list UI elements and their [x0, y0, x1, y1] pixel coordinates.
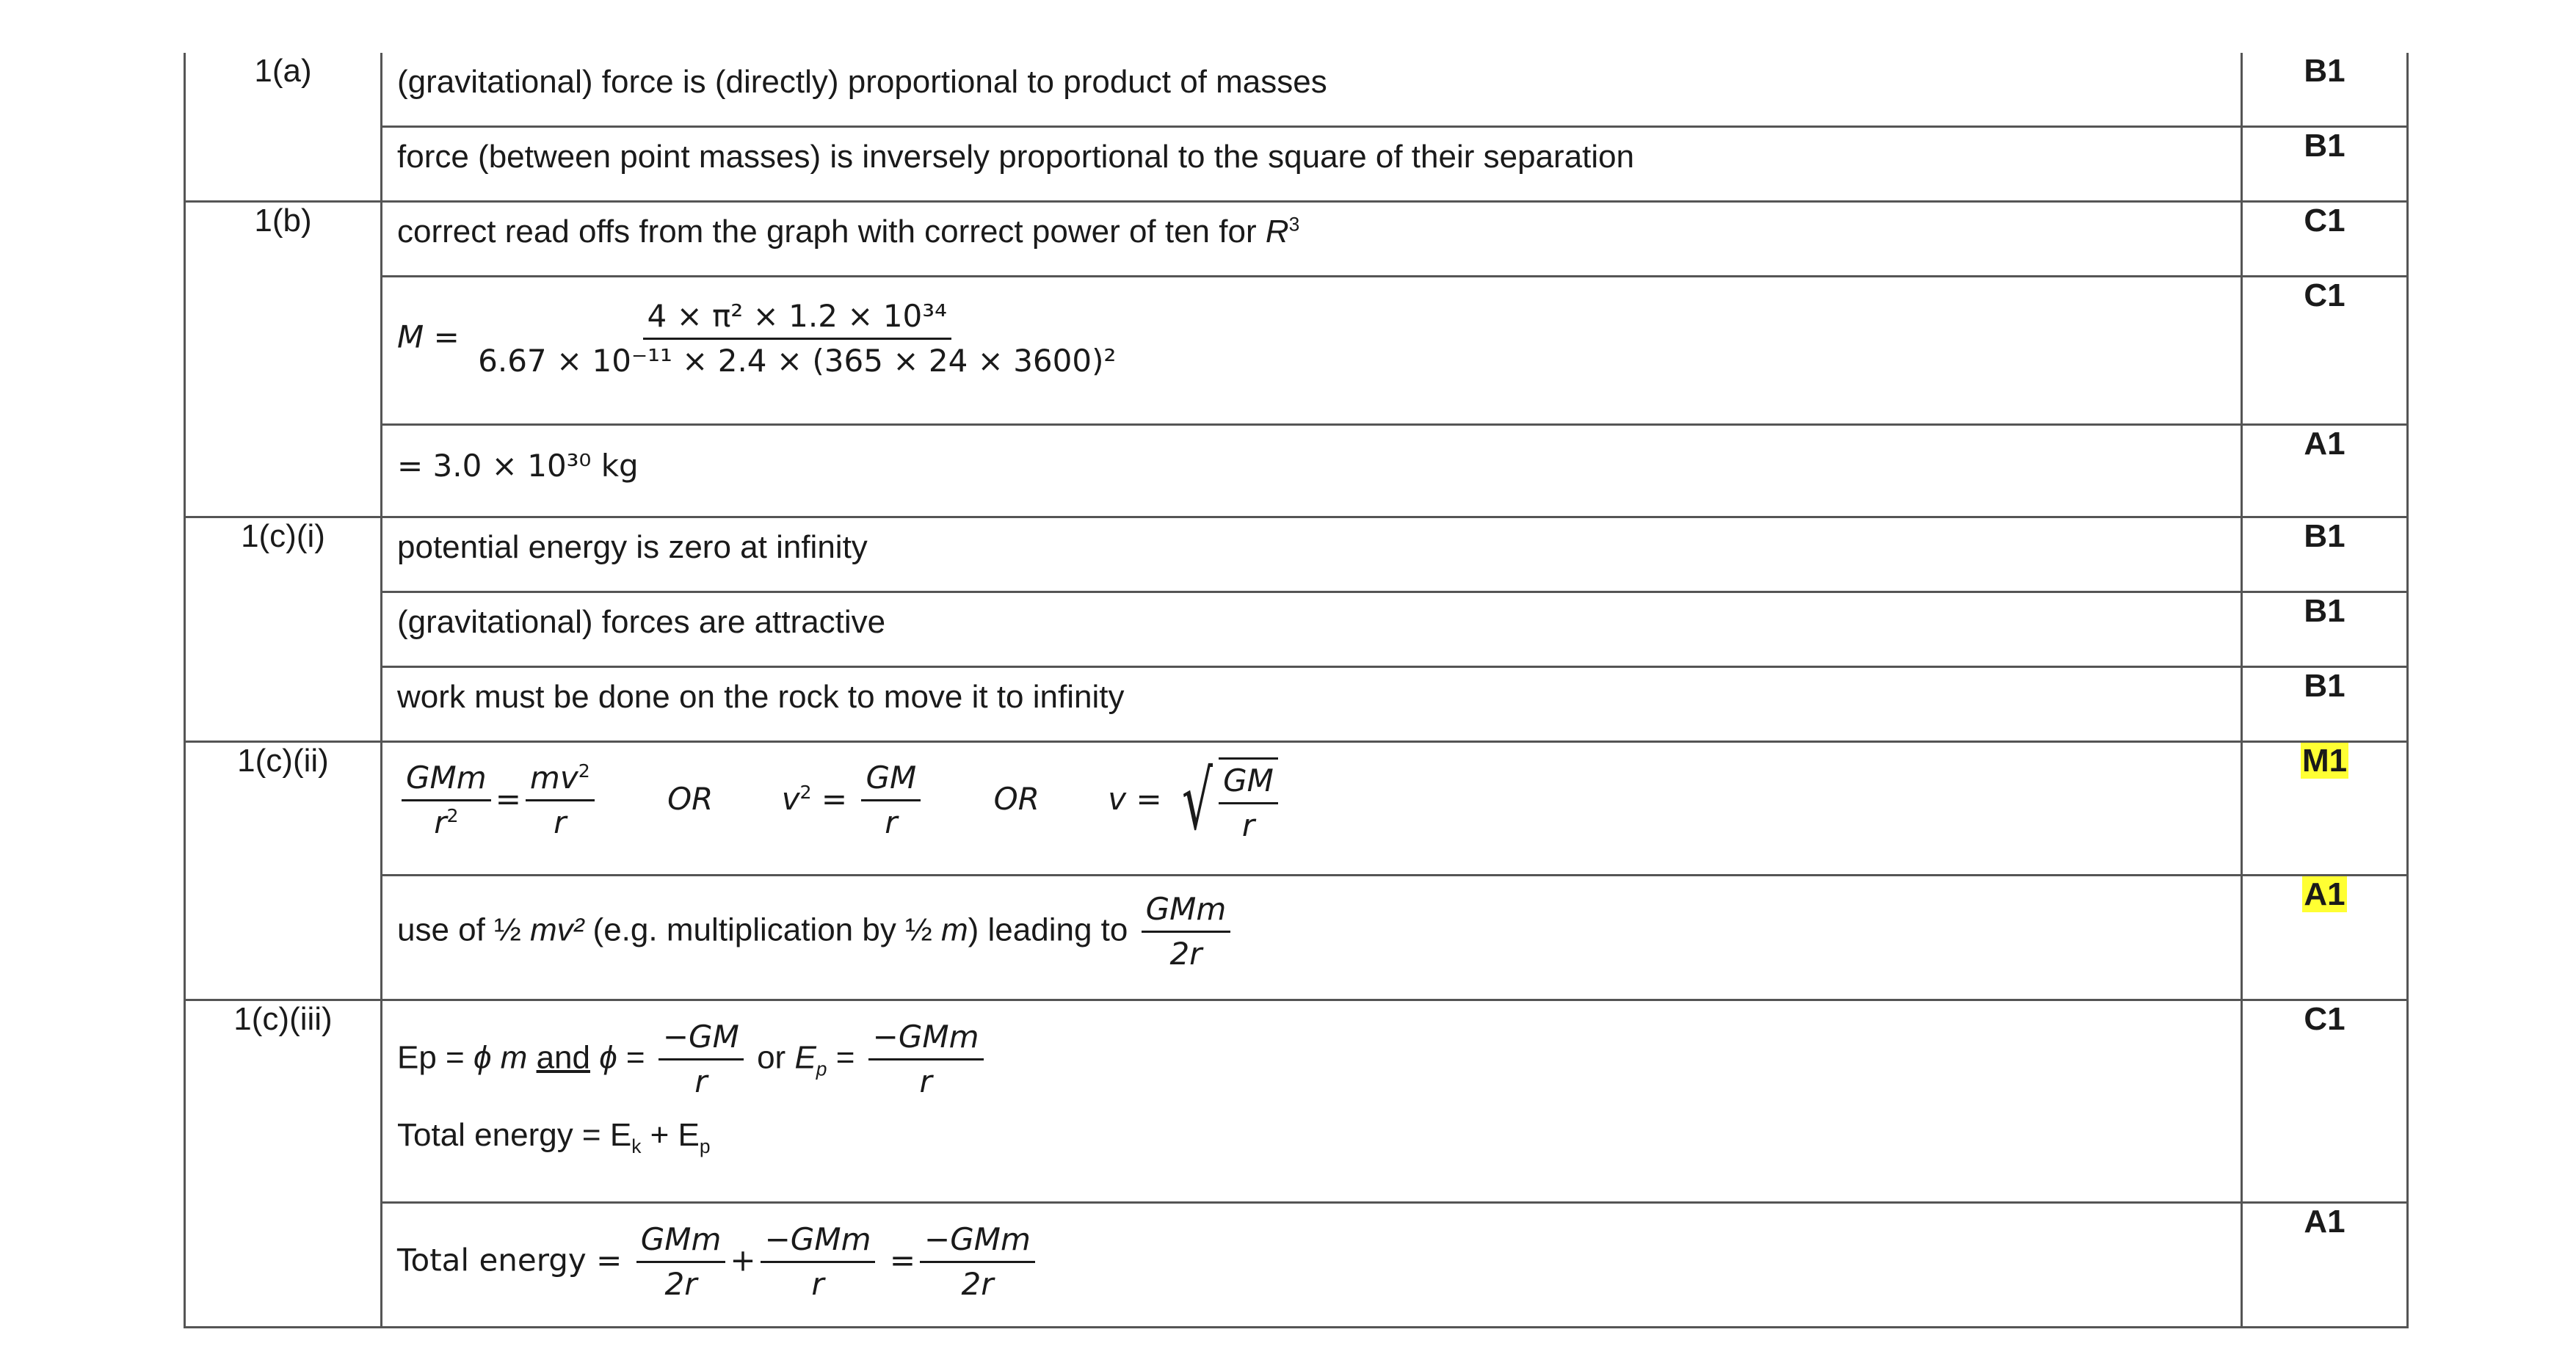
mark-code: M1	[2242, 741, 2408, 875]
answer-text: potential energy is zero at infinity	[397, 528, 868, 565]
question-number: 1(c)(i)	[185, 517, 382, 741]
table-row	[185, 276, 2408, 424]
answer-text: (gravitational) force is (directly) proportional to product of masses	[397, 64, 1327, 100]
mark-code: A1	[2242, 1202, 2408, 1327]
answer-text: correct read offs from the graph with correct power of ten for $R^3$	[397, 212, 1300, 250]
mass-equation: M = $\frac{\text{4 × π² × 1.2 × 10³⁴}}{\text{6.67 × 10⁻¹¹ × 2.4 × (365 × 24 × 3600)²}}$	[397, 297, 1117, 379]
mark-code: A1	[2242, 424, 2408, 517]
table-row	[185, 53, 2408, 126]
answer-text: (gravitational) forces are attractive	[397, 603, 886, 640]
table-row	[185, 666, 2408, 741]
question-number: 1(c)(iii)	[185, 1000, 382, 1327]
potential-energy-text: Ep = ϕ m and ϕ = $\frac{-GM}{r}$ or $E_p$ = $\frac{\text{−GMm}}{r}$	[397, 1001, 2226, 1101]
table-row	[185, 875, 2408, 1000]
total-energy-equation: Total energy = $\frac{\text{GMm}}{2r}$ + $\frac{\text{−GMm}}{r}$ = $\frac{\text{−GMm}}{2r}$	[397, 1204, 2226, 1303]
mark-code: A1	[2242, 875, 2408, 1000]
mark-code: B1	[2242, 517, 2408, 592]
mark-code: B1	[2242, 666, 2408, 741]
kinetic-energy-text: use of ½ mv² (e.g. multiplication by ½ m) leading to $\frac{\text{GMm}}{2r}$	[397, 876, 2226, 973]
mark-code: B1	[2242, 126, 2408, 201]
table-row	[185, 201, 2408, 276]
mass-result: = 3.0 × 10³⁰ kg	[397, 447, 639, 484]
mark-code: C1	[2242, 1000, 2408, 1202]
orbit-equation: $\frac{\text{GMm}}{r^2}$ = $\frac{mv^2}{r}$ OR $v^2$ = $\frac{GM}{r}$ OR v = √ $\frac{GM}{r}$	[397, 743, 2226, 845]
table-row	[185, 1202, 2408, 1327]
mark-scheme-table	[184, 53, 2409, 1328]
mark-code: C1	[2242, 276, 2408, 424]
question-number: 1(b)	[185, 201, 382, 517]
answer-text: force (between point masses) is inversely proportional to the square of their separation	[397, 138, 1635, 175]
mark-code: B1	[2242, 53, 2408, 126]
table-row	[185, 517, 2408, 592]
mark-code: B1	[2242, 592, 2408, 666]
answer-text: work must be done on the rock to move it to infinity	[397, 678, 1125, 715]
table-row	[185, 1000, 2408, 1202]
question-number: 1(a)	[185, 53, 382, 201]
question-number: 1(c)(ii)	[185, 741, 382, 1000]
total-energy-text: Total energy = $E_k + E_p$	[397, 1117, 711, 1158]
table-row	[185, 126, 2408, 201]
table-row	[185, 592, 2408, 666]
table-row	[185, 741, 2408, 875]
mark-code: C1	[2242, 201, 2408, 276]
table-row	[185, 424, 2408, 517]
